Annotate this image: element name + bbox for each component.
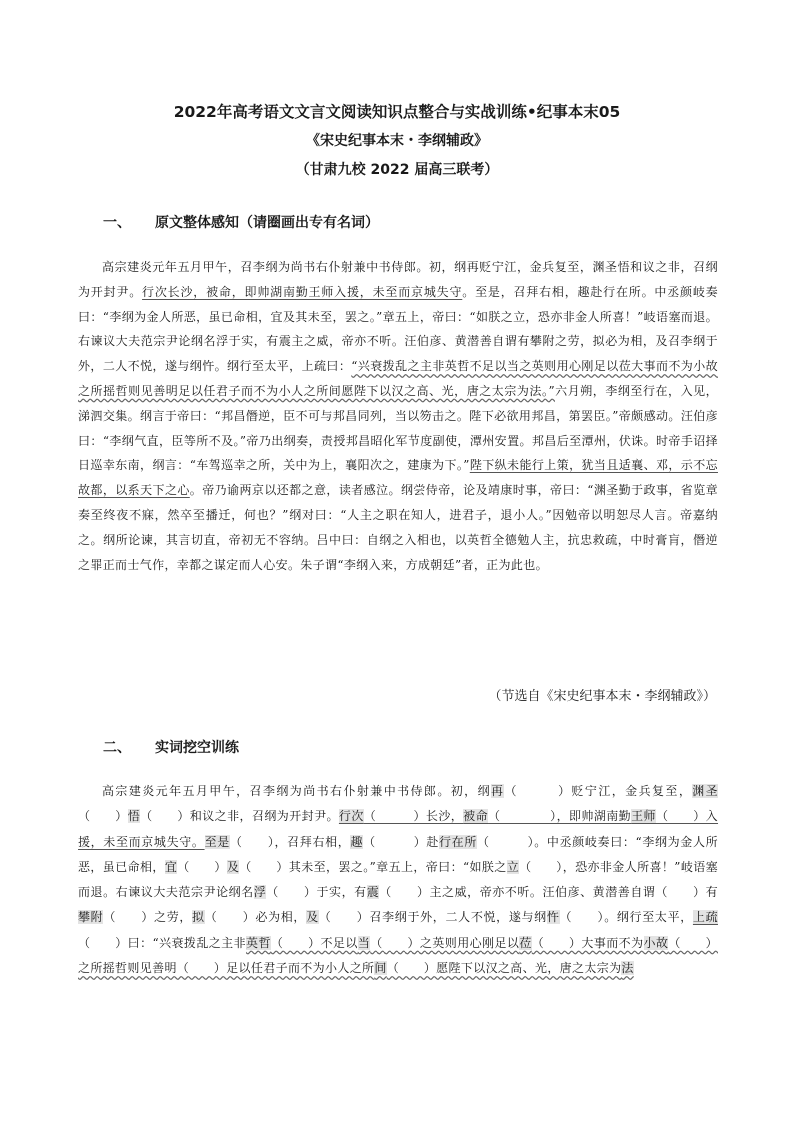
blank-text[interactable]: （ ）召李纲于外，二人不悦，遂与纲: [318, 910, 547, 925]
document-subtitle: 《宋史纪事本末・李纲辅政》: [306, 133, 488, 149]
keyword: 小故: [643, 935, 669, 950]
section-label: 实词挖空训练: [155, 740, 239, 756]
keyword: 攀附: [78, 910, 104, 925]
blank-text[interactable]: （ ）入援，未至而京城失守。: [78, 809, 719, 849]
blank-text[interactable]: （ ），召拜右相，: [229, 834, 351, 849]
keyword: 拟: [192, 910, 205, 925]
blank-text[interactable]: （ ）: [78, 809, 128, 824]
keyword: 法: [621, 961, 634, 976]
keyword: 忤: [546, 910, 560, 925]
keyword: 至是: [204, 834, 230, 849]
keyword: 立: [506, 859, 520, 874]
fill-blank-passage: [78, 779, 718, 981]
blank-text[interactable]: （ ）不足以: [270, 935, 358, 950]
blank-text[interactable]: （ ）: [177, 859, 227, 874]
blank-text[interactable]: （ ）曰：“兴衰拨乱之主非: [78, 935, 247, 950]
keyword: 王师: [631, 809, 656, 824]
passage-text: 。至是，召拜右相，趣赴行在所。中丞颜岐奏曰：“李纲为金人所恶，虽已命相，宜及其未至，罢之。”章五上，帝曰：“如朕之立，恐亦非金人所喜！”岐语塞而退。右谏议大夫范宗尹论纲名浮于实，有震主之威，帝亦不听。汪伯彦、黄潜善自谓有攀附之劳，拟必为相，及召李纲于外，二人不悦，遂与纲忤。纲行至太平，上疏曰：: [78, 284, 718, 374]
blank-text[interactable]: （ ）愿陛下以汉之高、光，唐之太宗为: [386, 961, 622, 976]
blank-text[interactable]: （ ）长沙，: [363, 809, 464, 824]
blank-text[interactable]: （ ）贬宁江，金兵复至，: [504, 784, 693, 798]
keyword: 行次: [338, 809, 364, 824]
blank-text[interactable]: （ ），恐亦非金人所喜！”岐语塞而退。右谏议大夫范宗尹论纲名: [78, 859, 718, 900]
keyword: 及: [306, 910, 319, 925]
keyword: 悟: [127, 809, 141, 824]
blank-text[interactable]: （ ）赴: [363, 834, 440, 849]
blank-text[interactable]: （ ）之所摇哲则见善明（ ）足以任君子而不为小人之所: [78, 935, 718, 976]
section-heading-1: [103, 212, 379, 232]
blank-text[interactable]: （ ）必为相，: [204, 910, 307, 925]
blank-text[interactable]: （ ）。纲行至太平，: [559, 910, 693, 925]
original-passage: [78, 255, 718, 577]
keyword: 震: [366, 885, 380, 900]
punctuation-exercise-text: “兴衰拨乱之主非英哲不足以当之英则用心刚足以莅大事而不为小故之所摇哲则见善明足以任君子而不为小人之所间愿陛下以汉之高、光，唐之太宗为法。”: [78, 359, 718, 398]
keyword: 被命: [463, 809, 489, 824]
section-heading-2: [103, 737, 239, 757]
blank-text[interactable]: （ ）之劳，: [103, 910, 193, 925]
keyword: 行在所: [439, 834, 477, 849]
keyword: 渊圣: [692, 784, 718, 798]
exam-source: （甘肃九校 2022 届高三联考）: [295, 162, 499, 178]
section-number: 二、: [103, 740, 131, 756]
blank-text[interactable]: （ ）于实，有: [266, 885, 367, 900]
blank-text[interactable]: （ ）之英则用心刚足以: [370, 935, 520, 950]
keyword: 英哲: [246, 935, 271, 950]
blank-text[interactable]: （ ）。中丞颜岐奏曰：“李纲为金人所恶，虽已命相，: [78, 834, 718, 874]
section-label: 原文整体感知（请圈画出专有名词）: [155, 215, 379, 231]
blank-text[interactable]: （ ）大事而不为: [531, 935, 644, 950]
keyword: 及: [226, 859, 240, 874]
passage-text: 高宗建炎元年五月甲午，召李纲为尚书右仆射兼中书侍郎。初，纲: [102, 784, 492, 798]
blank-text[interactable]: （ ）和议之非，召纲为开封尹。: [140, 809, 339, 824]
keyword: 上疏: [692, 910, 718, 925]
blank-text[interactable]: （ ）其未至，罢之。”章五上，帝曰：“如朕之: [239, 859, 507, 874]
keyword: 当: [357, 935, 371, 950]
underlined-sentence: 陛下纵未能行上策，犹当且适襄、邓，示不忘故都，以系天下之心: [78, 458, 718, 498]
keyword: 间: [374, 961, 387, 976]
passage-text: 高宗建炎元年五月甲午，召李纲为尚书右仆射兼中书侍郎。初，纲再贬宁江，金兵复至，渊圣悟和议之非，召纲为开封尹。: [78, 260, 718, 299]
keyword: 宜: [164, 859, 178, 874]
document-title: 2022年高考语文文言文阅读知识点整合与实战训练•纪事本末05: [173, 103, 621, 121]
passage-text: 六月朔，李纲至行在，入见，涕泗交集。纲言于帝曰：“邦昌僭逆，臣不可与邦昌同列，当以笏击之。陛下必欲用邦昌，第罢臣。”帝颇感动。汪伯彦曰：“李纲气直，臣等所不及。”帝乃出纲奏，责授邦昌昭化军节度副使，潭州安置。邦昌后至潭州，伏诛。时帝手诏择日巡幸东南，纲言：“车驾巡幸之所，关中为上，襄阳次之，建康为下。”: [78, 383, 718, 473]
keyword: 莅: [519, 935, 532, 950]
passage-source: （节选自《宋史纪事本末・李纲辅政》）: [488, 689, 716, 704]
blank-text[interactable]: （ ），即帅湖南勤: [488, 809, 632, 824]
keyword: 趣: [350, 834, 364, 849]
keyword: 再: [491, 784, 505, 798]
section-number: 一、: [103, 215, 131, 231]
passage-text: 。帝乃谕两京以还都之意，读者感泣。纲尝侍帝，论及靖康时事，帝曰：“渊圣勤于政事，省览章奏至终夜不寐，然卒至播迁，何也？”纲对曰：“人主之职在知人，进君子，退小人。”因勉帝以明恕尽人言。帝嘉纳之。纲所论谏，其言切直，帝初无不容纳。吕中曰：自纲之入相也，以英哲全德勉人主，抗忠救疏，中时膏肓，僭逆之罪正而士气作，幸都之谋定而人心安。朱子谓“李纲入来，方成朝廷”者，正为此也。: [78, 483, 718, 572]
blank-text[interactable]: （ ）主之威，帝亦不听。汪伯彦、黄潜善自谓（ ）有: [379, 885, 718, 900]
underlined-sentence: 行次长沙，被命，即帅湖南勤王师入援，未至而京城失守: [142, 284, 463, 299]
keyword: 浮: [253, 885, 267, 900]
